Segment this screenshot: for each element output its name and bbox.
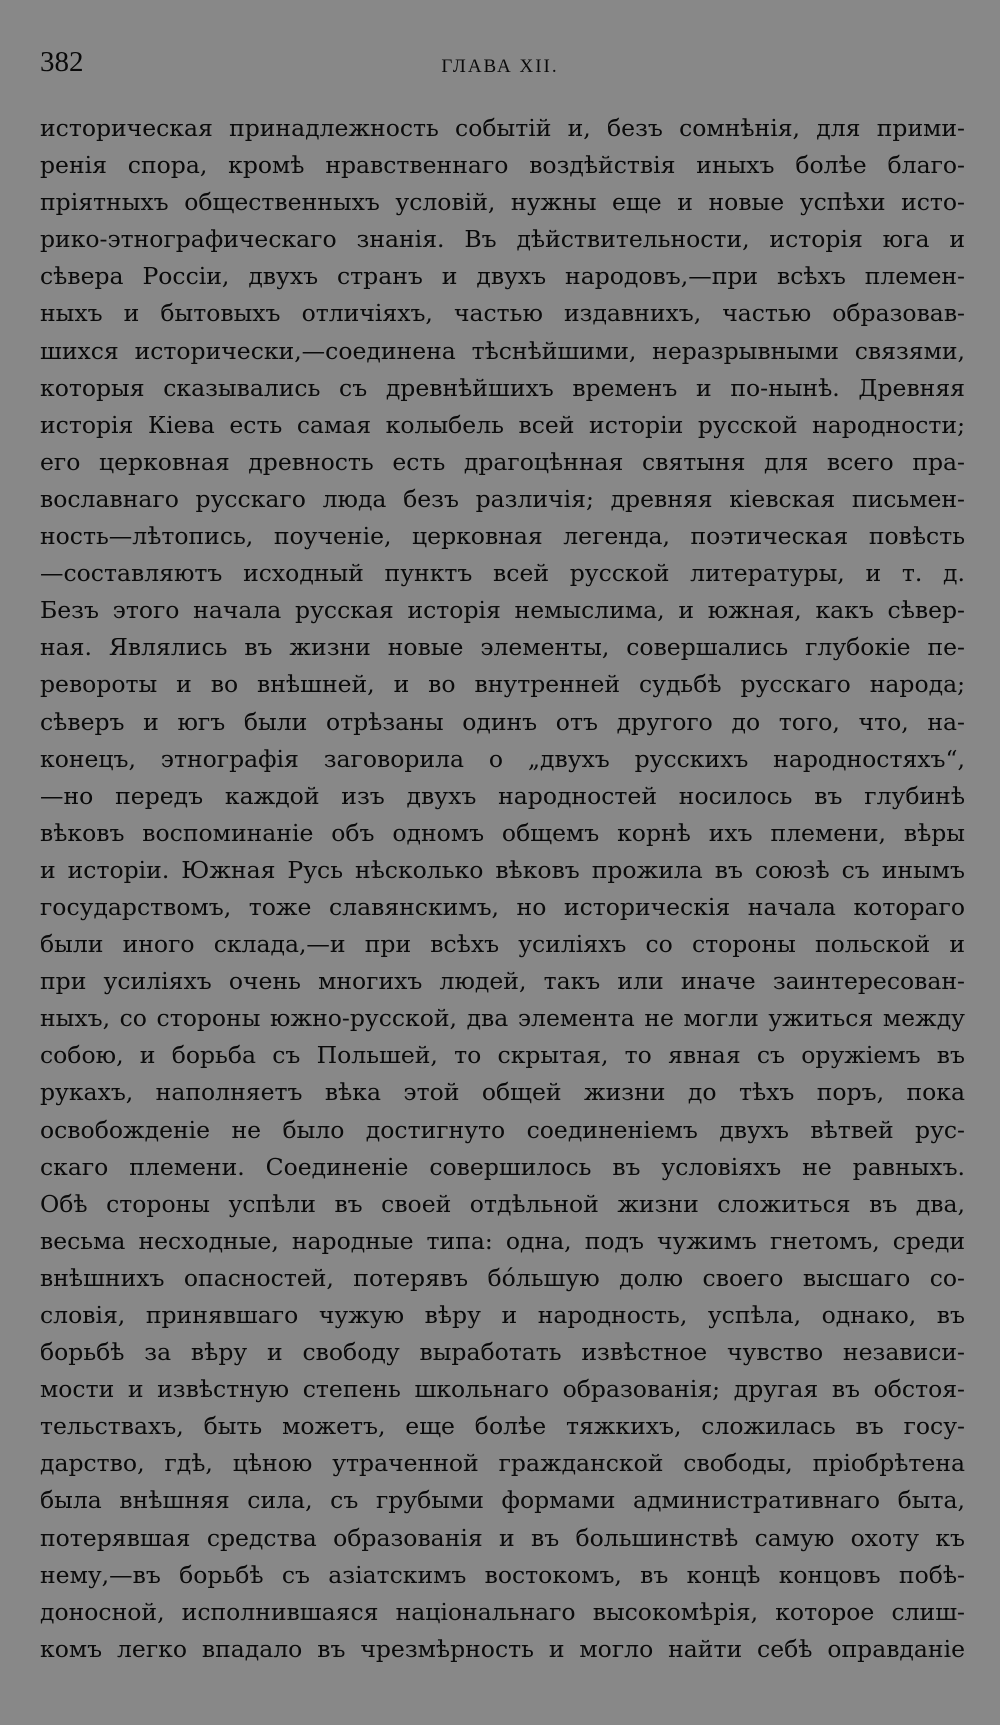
- text-line: собою, и борьба съ Польшей, то скрытая, то явная съ оружіемъ въ: [40, 1041, 965, 1070]
- text-line: мости и извѣстную степень школьнаго образованія; другая въ обстоя-: [40, 1375, 965, 1404]
- text-line: и исторіи. Южная Русь нѣсколько вѣковъ прожила въ союзѣ съ инымъ: [40, 855, 965, 884]
- text-line: при усиліяхъ очень многихъ людей, такъ или иначе заинтересован-: [40, 967, 965, 996]
- text-line: доносной, исполнившаяся національнаго высокомѣрія, которое слиш-: [40, 1597, 965, 1626]
- text-line: потерявшая средства образованія и въ большинствѣ самую охоту къ: [40, 1523, 965, 1552]
- text-line: вѣковъ воспоминаніе объ одномъ общемъ корнѣ ихъ племени, вѣры: [40, 818, 965, 847]
- text-line: сѣверъ и югъ были отрѣзаны одинъ отъ другого до того, что, на-: [40, 707, 965, 736]
- text-line: ность—лѣтопись, поученіе, церковная легенда, поэтическая повѣсть: [40, 522, 965, 551]
- text-line: ревороты и во внѣшней, и во внутренней судьбѣ русскаго народа;: [40, 670, 965, 699]
- text-line: —но передъ каждой изъ двухъ народностей носилось въ глубинѣ: [40, 781, 965, 810]
- text-line: которыя сказывались съ древнѣйшихъ временъ и по-нынѣ. Древняя: [40, 373, 965, 402]
- text-line: конецъ, этнографія заговорила о „двухъ русскихъ народностяхъ“,: [40, 744, 965, 773]
- text-line: внѣшнихъ опасностей, потерявъ бо́льшую долю своего высшаго со-: [40, 1263, 965, 1292]
- text-line: скаго племени. Соединеніе совершилось въ условіяхъ не равныхъ.: [40, 1152, 965, 1181]
- text-line: были иного склада,—и при всѣхъ усиліяхъ со стороны польской и: [40, 930, 965, 959]
- page-header: [0, 30, 1000, 90]
- running-head: ГЛАВА XII.: [441, 56, 559, 77]
- text-line: комъ легко впадало въ чрезмѣрность и могло найти себѣ оправданіе: [40, 1634, 965, 1663]
- text-line: рукахъ, наполняетъ вѣка этой общей жизни до тѣхъ поръ, пока: [40, 1078, 965, 1107]
- text-line: пріятныхъ общественныхъ условій, нужны еще и новые успѣхи исто-: [40, 188, 965, 217]
- text-line: тельствахъ, быть можетъ, еще болѣе тяжкихъ, сложилась въ госу-: [40, 1412, 965, 1441]
- text-line: сѣвера Россіи, двухъ странъ и двухъ народовъ,—при всѣхъ племен-: [40, 262, 965, 291]
- text-line: государствомъ, тоже славянскимъ, но историческія начала котораго: [40, 892, 965, 921]
- text-line: исторія Кіева есть самая колыбель всей исторіи русской народности;: [40, 410, 965, 439]
- text-line: историческая принадлежность событій и, безъ сомнѣнія, для прими-: [40, 114, 965, 142]
- text-line: Безъ этого начала русская исторія немыслима, и южная, какъ сѣвер-: [40, 596, 965, 625]
- body-text: [40, 110, 965, 1668]
- text-line: ныхъ и бытовыхъ отличіяхъ, частью издавнихъ, частью образовав-: [40, 299, 965, 328]
- text-line: шихся исторически,—соединена тѣснѣйшими, неразрывными связями,: [40, 336, 965, 365]
- text-line: дарство, гдѣ, цѣною утраченной гражданской свободы, пріобрѣтена: [40, 1449, 965, 1478]
- text-line: —составляютъ исходный пунктъ всей русской литературы, и т. д.: [40, 559, 965, 588]
- text-line: рико-этнографическаго знанія. Въ дѣйствительности, исторія юга и: [40, 225, 965, 254]
- page-number: 382: [40, 46, 84, 78]
- text-line: борьбѣ за вѣру и свободу выработать извѣстное чувство независи-: [40, 1338, 965, 1367]
- text-line: Обѣ стороны успѣли въ своей отдѣльной жизни сложиться въ два,: [40, 1189, 965, 1218]
- text-line: ная. Являлись въ жизни новые элементы, совершались глубокіе пе-: [40, 633, 965, 662]
- text-line: нему,—въ борьбѣ съ азіатскимъ востокомъ, въ концѣ концовъ побѣ-: [40, 1560, 965, 1589]
- text-line: вославнаго русскаго люда безъ различія; древняя кіевская письмен-: [40, 484, 965, 513]
- text-line: освобожденіе не было достигнуто соединеніемъ двухъ вѣтвей рус-: [40, 1115, 965, 1144]
- text-line: его церковная древность есть драгоцѣнная святыня для всего пра-: [40, 447, 965, 476]
- text-line: ренія спора, кромѣ нравственнаго воздѣйствія иныхъ болѣе благо-: [40, 151, 965, 180]
- text-line: весьма несходные, народные типа: одна, подъ чужимъ гнетомъ, среди: [40, 1226, 965, 1255]
- text-line: словія, принявшаго чужую вѣру и народность, успѣла, однако, въ: [40, 1301, 965, 1329]
- text-line: была внѣшняя сила, съ грубыми формами административнаго быта,: [40, 1486, 965, 1515]
- text-line: ныхъ, со стороны южно-русской, два элемента не могли ужиться между: [40, 1004, 965, 1033]
